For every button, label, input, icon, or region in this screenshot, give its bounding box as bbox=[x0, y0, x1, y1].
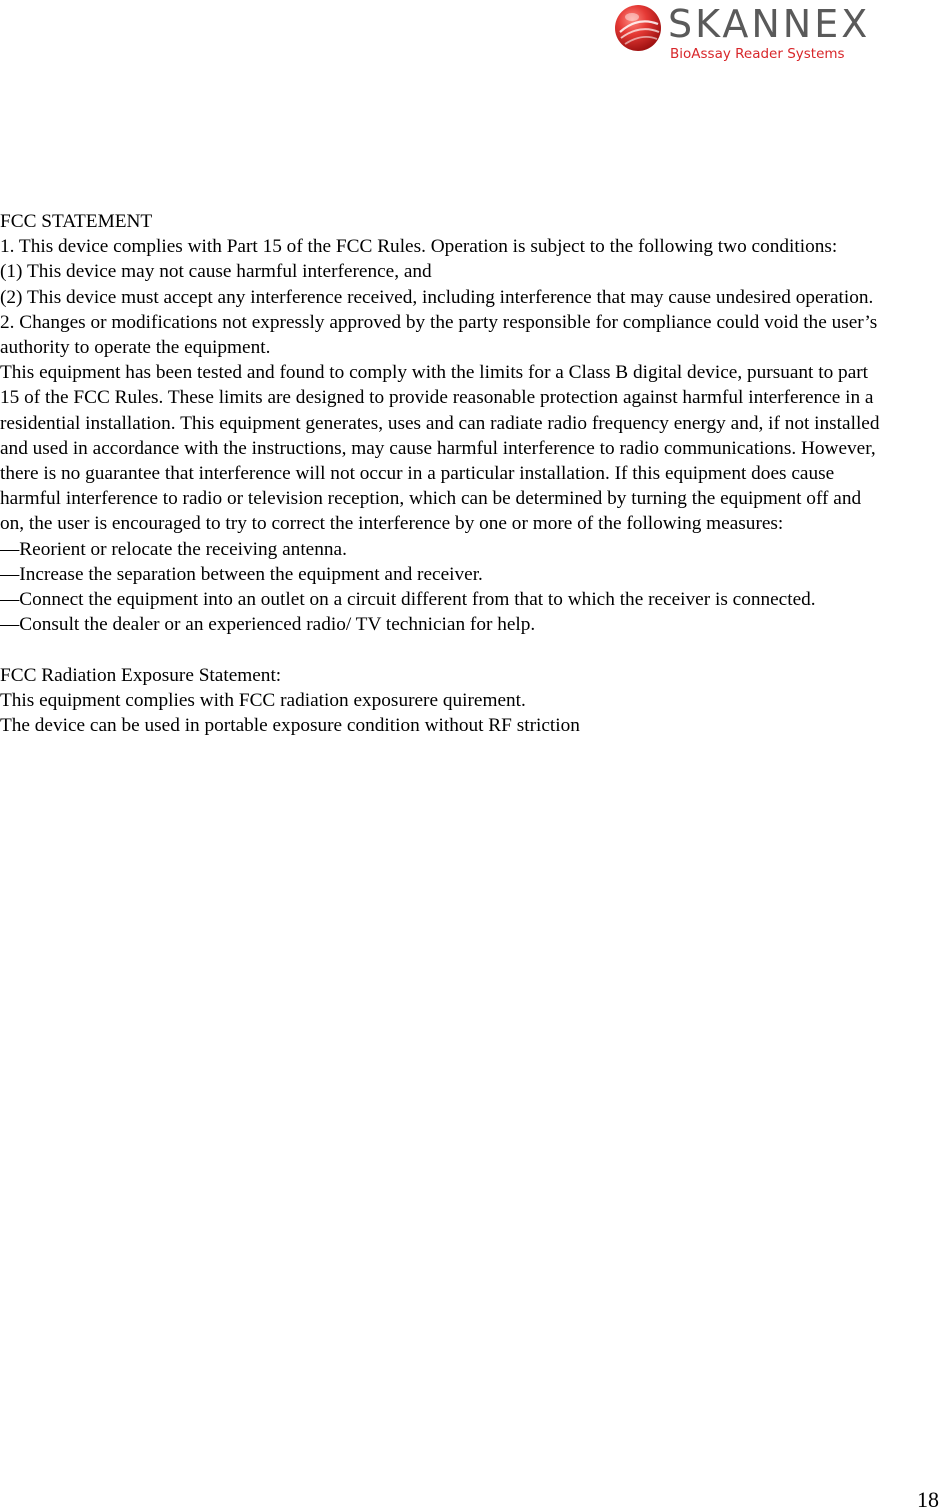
measure-item: —Connect the equipment into an outlet on a circuit different from that to which the receiver is connected. bbox=[0, 589, 816, 611]
fcc-condition-2: (2) This device must accept any interference received, including interference that may cause undesired operation. bbox=[0, 286, 874, 308]
fcc-item-1: 1. This device complies with Part 15 of the FCC Rules. Operation is subject to the following two conditions: bbox=[0, 236, 838, 258]
page-number: 18 bbox=[917, 1487, 939, 1512]
logo-wordmark: SKANNEX bbox=[668, 2, 871, 46]
spacer bbox=[0, 637, 880, 662]
red-sphere-icon bbox=[612, 2, 666, 56]
fcc-condition-1: (1) This device may not cause harmful interference, and bbox=[0, 261, 432, 283]
logo-tagline: BioAssay Reader Systems bbox=[670, 46, 845, 62]
measure-item: —Reorient or relocate the receiving antenna. bbox=[0, 538, 347, 560]
class-b-paragraph: This equipment has been tested and found to comply with the limits for a Class B digital device, pursuant to part 15 of the FCC Rules. These limits are designed to provide reasonable protection against harmful interference in a residential installation. This equipment generates, uses and can radiate radio frequency energy and, if not installed and used in accordance with the instructions, may cause harmful interference to radio communications. However, there is no guarantee that interference will not occur in a particular installation. If this equipment does cause harmful interference to radio or television reception, which can be determined by turning the equipment off and on, the user is encouraged to try to correct the interference by one or more of the following measures: bbox=[0, 362, 880, 535]
section-heading-radiation-exposure: FCC Radiation Exposure Statement: bbox=[0, 664, 282, 686]
measure-item: —Consult the dealer or an experienced radio/ TV technician for help. bbox=[0, 614, 536, 636]
document-body bbox=[0, 209, 880, 738]
radiation-line-1: This equipment complies with FCC radiation exposurere quirement. bbox=[0, 689, 526, 711]
measure-item: —Increase the separation between the equipment and receiver. bbox=[0, 563, 483, 585]
section-heading-fcc-statement: FCC STATEMENT bbox=[0, 211, 153, 232]
company-logo bbox=[612, 0, 943, 68]
radiation-line-2: The device can be used in portable exposure condition without RF striction bbox=[0, 715, 580, 737]
fcc-item-2: 2. Changes or modifications not expressly approved by the party responsible for compliance could void the user’s authority to operate the equipment. bbox=[0, 311, 878, 359]
